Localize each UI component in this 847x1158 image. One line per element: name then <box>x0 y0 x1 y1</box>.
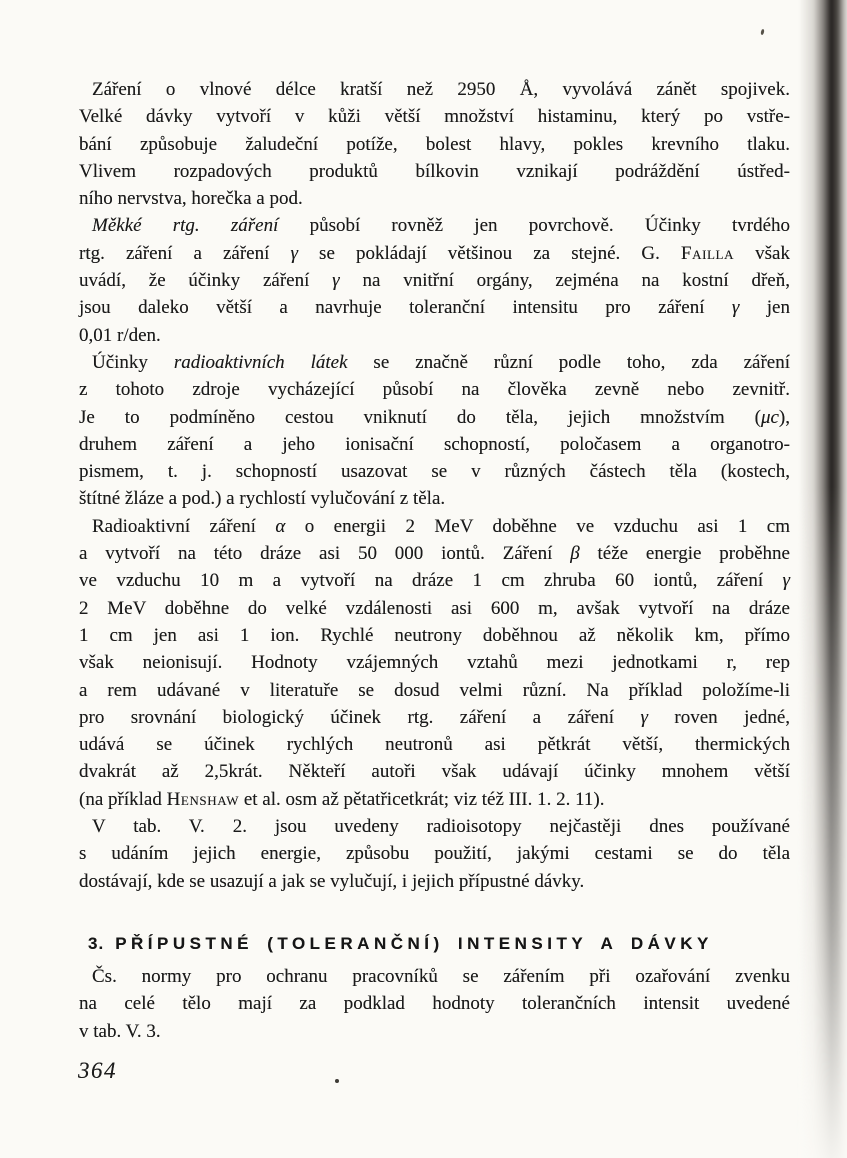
text-line: a vytvoří na této dráze asi 50 000 iontů. Záření β téže energie proběhne <box>79 543 790 565</box>
page-number: 364 <box>78 1058 117 1083</box>
gutter-shadow-fade <box>799 0 847 1158</box>
body-text <box>79 76 790 895</box>
text-line: ního nervstva, horečka a pod. <box>79 188 303 210</box>
text-line: 0,01 r/den. <box>79 324 161 346</box>
text-line: Vlivem rozpadových produktů bílkovin vznikají podráždění ústřed- <box>79 160 790 182</box>
text-line: Radioaktivní záření α o energii 2 MeV doběhne ve vzduchu asi 1 cm <box>92 515 790 537</box>
text-line: na celé tělo mají za podklad hodnoty tolerančních intensit uvedené <box>79 993 790 1015</box>
ink-speck <box>335 1079 339 1083</box>
text-line: a rem udávané v literatuře se dosud velmi různí. Na příklad položíme-li <box>79 679 790 701</box>
text-line: dostávají, kde se usazují a jak se vylučují, i jejich přípustné dávky. <box>79 870 585 892</box>
text-line: dvakrát až 2,5krát. Někteří autoři však udávají účinky mnohem větší <box>79 761 790 783</box>
section-title: PŘÍPUSTNÉ (TOLERANČNÍ) INTENSITY A DÁVKY <box>115 934 713 954</box>
text-line: udává se účinek rychlých neutronů asi pětkrát větší, thermických <box>79 734 790 756</box>
text-line: Čs. normy pro ochranu pracovníků se zářením při ozařování zvenku <box>92 966 790 987</box>
text-line: Účinky radioaktivních látek se značně různí podle toho, zda záření <box>92 351 791 373</box>
text-line: Velké dávky vytvoří v kůži větší množství histaminu, který po vstře- <box>79 106 790 128</box>
text-line: V tab. V. 2. jsou uvedeny radioisotopy nejčastěji dnes používané <box>92 816 790 838</box>
text-line: bání způsobuje žaludeční potíže, bolest hlavy, pokles krevního tlaku. <box>79 133 790 155</box>
text-line: druhem záření a jeho ionisační schopností, poločasem a organotro- <box>79 433 790 455</box>
text-line: z tohoto zdroje vycházející působí na člověka zevně nebo zevnitř. <box>79 379 790 401</box>
text-line: 1 cm jen asi 1 ion. Rychlé neutrony doběhnou až několik km, přímo <box>79 624 790 646</box>
paragraph <box>79 212 790 348</box>
text-line: rtg. záření a záření γ se pokládají většinou za stejné. G. Failla však <box>79 242 790 264</box>
text-line: Měkké rtg. záření působí rovněž jen povrchově. Účinky tvrdého <box>92 215 791 237</box>
text-line: pro srovnání biologický účinek rtg. záření a záření γ roven jedné, <box>79 706 791 728</box>
text-line: (na příklad Henshaw et al. osm až pětatřicetkrát; viz též III. 1. 2. 11). <box>79 788 605 810</box>
text-line: ve vzduchu 10 m a vytvoří na dráze 1 cm zhruba 60 iontů, záření γ <box>79 570 790 592</box>
closing-text <box>79 963 790 1045</box>
text-line: uvádí, že účinky záření γ na vnitřní orgány, zejména na kostní dřeň, <box>79 270 790 292</box>
paragraph <box>79 349 790 513</box>
paragraph <box>79 813 790 895</box>
text-line: v tab. V. 3. <box>79 1020 161 1042</box>
scan-gutter-shadow <box>799 0 847 1158</box>
text-line: 2 MeV doběhne do velké vzdálenosti asi 600 m, avšak vytvoří na dráze <box>79 597 790 619</box>
section-heading <box>88 934 713 954</box>
text-line: štítné žláze a pod.) a rychlostí vylučování z těla. <box>79 488 446 510</box>
text-line: s udáním jejich energie, způsobu použití, jakými cestami se do těla <box>79 843 790 865</box>
paragraph <box>79 513 790 813</box>
text-line: Je to podmíněno cestou vniknutí do těla, jejich množstvím (μc), <box>79 406 790 428</box>
text-line: jsou daleko větší a navrhuje toleranční intensitu pro záření γ jen <box>79 297 790 319</box>
text-line: však neionisují. Hodnoty vzájemných vztahů mezi jednotkami r, rep <box>79 652 790 674</box>
text-line: Záření o vlnové délce kratší než 2950 Å, vyvolává zánět spojivek. <box>92 79 790 100</box>
ink-speck <box>760 29 764 36</box>
section-number: 3. <box>88 934 105 954</box>
text-line: pismem, t. j. schopností usazovat se v různých částech těla (kostech, <box>79 461 790 483</box>
paragraph <box>79 963 790 1045</box>
paragraph <box>79 76 790 212</box>
